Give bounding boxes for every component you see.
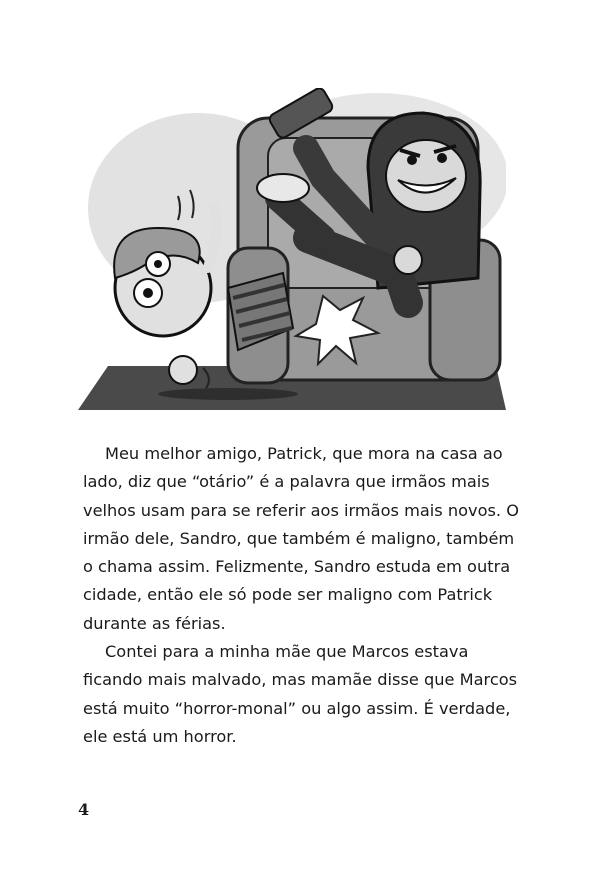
body-text [83,440,519,751]
text-line: durante as férias. [83,613,226,633]
text-line: cidade, então ele só pode ser maligno com Patrick [83,585,493,605]
page-number: 4 [78,800,90,819]
text-line: o chama assim. Felizmente, Sandro estuda em outra [83,557,511,577]
text-line: está muito “horror-monal” ou algo assim. É verdade, [83,698,511,718]
text-line: ele está um horror. [83,726,237,746]
text-line: velhos usam para se referir aos irmãos mais novos. O [83,500,519,520]
text-line: Contei para a minha mãe que Marcos estava [105,642,469,662]
text-line: irmão dele, Sandro, que também é maligno, também [83,528,515,548]
text-line: Meu melhor amigo, Patrick, que mora na casa ao [105,444,503,463]
text-line: lado, diz que “otário” é a palavra que irmãos mais [83,472,490,492]
cartoon-illustration [78,88,506,416]
text-line: ficando mais malvado, mas mamãe disse que Marcos [83,670,518,690]
